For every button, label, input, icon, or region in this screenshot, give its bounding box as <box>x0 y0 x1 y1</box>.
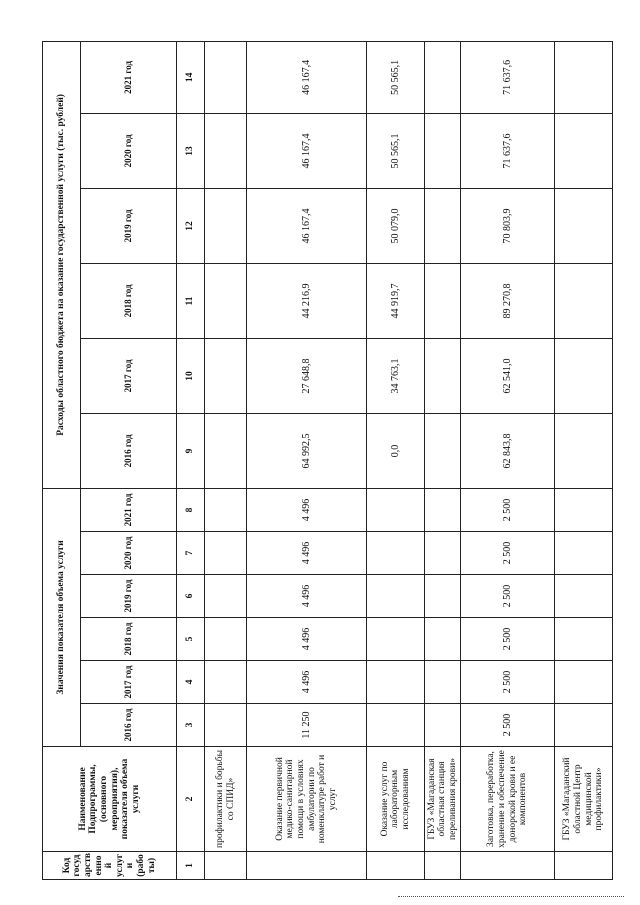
cost-value: 44 216,9 <box>247 263 367 338</box>
header-volume-year: 2020 год <box>81 532 177 575</box>
volume-value <box>555 575 613 618</box>
volume-value: 2 500 <box>461 575 555 618</box>
row-code <box>425 852 461 880</box>
header-cost-year: 2021 год <box>81 41 177 113</box>
volume-value <box>425 618 461 661</box>
column-number: 14 <box>177 41 205 113</box>
volume-value <box>425 704 461 747</box>
header-name: Наименование Подпрограммы, (основного мероприятия), показателя объема услуги <box>43 747 177 852</box>
cost-value: 64 992,5 <box>247 413 367 488</box>
row-code <box>367 852 425 880</box>
table-row <box>367 41 425 879</box>
column-number: 7 <box>177 532 205 575</box>
cost-value: 50 079,0 <box>367 188 425 263</box>
column-number: 4 <box>177 661 205 704</box>
cost-value <box>425 41 461 113</box>
header-volume-group: Значения показателя объема услуги <box>43 488 81 746</box>
cost-value: 71 637,6 <box>461 113 555 188</box>
row-name: Оказание услуг по лабораторным исследованиям <box>367 747 425 852</box>
cost-value <box>555 41 613 113</box>
cost-value: 46 167,4 <box>247 188 367 263</box>
row-code <box>555 852 613 880</box>
volume-value <box>425 661 461 704</box>
header-cost-group: Расходы областного бюджета на оказание государственной услуги (тыс. рублей) <box>43 41 81 488</box>
volume-value <box>555 532 613 575</box>
column-number: 10 <box>177 338 205 413</box>
cost-value: 62 843,8 <box>461 413 555 488</box>
row-name: Заготовка, переработка, хранение и обеспечение донорской крови и ее компонентов <box>461 747 555 852</box>
cost-value <box>205 338 247 413</box>
cost-value: 44 919,7 <box>367 263 425 338</box>
volume-value <box>555 661 613 704</box>
volume-value <box>425 575 461 618</box>
column-number: 1 <box>177 852 205 880</box>
volume-value <box>425 532 461 575</box>
column-number: 2 <box>177 747 205 852</box>
column-number: 6 <box>177 575 205 618</box>
cost-value <box>425 413 461 488</box>
cost-value: 62 541,0 <box>461 338 555 413</box>
table-row <box>461 41 555 879</box>
volume-value: 4 496 <box>247 661 367 704</box>
row-code <box>461 852 555 880</box>
row-name: ГБУЗ «Магаданская областная станция переливания крови» <box>425 747 461 852</box>
table-row <box>425 41 461 879</box>
row-name: ГБУЗ «Магаданский областной Центр медицинской профилактики» <box>555 747 613 852</box>
volume-value: 2 500 <box>461 532 555 575</box>
volume-value <box>367 618 425 661</box>
header-code: Код госуд арств енно й услуг и (рабо ты) <box>43 852 177 880</box>
volume-value: 2 500 <box>461 618 555 661</box>
volume-value <box>367 661 425 704</box>
cost-value <box>425 113 461 188</box>
volume-value <box>205 661 247 704</box>
table-row <box>205 41 247 879</box>
column-number-row <box>177 41 205 879</box>
volume-value: 11 250 <box>247 704 367 747</box>
volume-value <box>425 488 461 531</box>
cost-value <box>425 188 461 263</box>
column-number: 3 <box>177 704 205 747</box>
volume-value <box>205 532 247 575</box>
volume-value <box>367 575 425 618</box>
table-row <box>247 41 367 879</box>
header-cost-year: 2019 год <box>81 188 177 263</box>
volume-value: 2 500 <box>461 661 555 704</box>
cost-value: 89 270,8 <box>461 263 555 338</box>
column-number: 11 <box>177 263 205 338</box>
volume-value: 4 496 <box>247 575 367 618</box>
volume-value <box>367 488 425 531</box>
cost-value: 70 803,9 <box>461 188 555 263</box>
header-volume-year: 2021 год <box>81 488 177 531</box>
cost-value <box>555 338 613 413</box>
row-code <box>205 852 247 880</box>
rotated-table-wrapper <box>42 42 612 880</box>
cost-value <box>555 188 613 263</box>
volume-value <box>367 704 425 747</box>
service-expenditure-table <box>42 41 613 880</box>
cost-value <box>555 413 613 488</box>
cost-value <box>205 113 247 188</box>
header-volume-year: 2019 год <box>81 575 177 618</box>
volume-value <box>205 618 247 661</box>
table-row <box>555 41 613 879</box>
volume-value: 4 496 <box>247 532 367 575</box>
header-cost-year: 2020 год <box>81 113 177 188</box>
volume-value: 4 496 <box>247 488 367 531</box>
header-volume-year: 2017 год <box>81 661 177 704</box>
volume-value: 2 500 <box>461 488 555 531</box>
cost-value: 34 763,1 <box>367 338 425 413</box>
cost-value <box>555 113 613 188</box>
cost-value <box>425 263 461 338</box>
column-number: 8 <box>177 488 205 531</box>
volume-value <box>205 575 247 618</box>
volume-value <box>555 488 613 531</box>
cost-value: 27 648,8 <box>247 338 367 413</box>
volume-value: 4 496 <box>247 618 367 661</box>
row-name: Оказание первичной медико-санитарной помощи в условиях амбулатории по номенклатуре работ и услуг <box>247 747 367 852</box>
cost-value <box>555 263 613 338</box>
header-cost-year: 2017 год <box>81 338 177 413</box>
footer-dotted-line <box>398 896 624 897</box>
volume-value <box>367 532 425 575</box>
volume-value <box>205 488 247 531</box>
cost-value: 71 637,6 <box>461 41 555 113</box>
cost-value <box>205 41 247 113</box>
cost-value: 0,0 <box>367 413 425 488</box>
cost-value <box>205 413 247 488</box>
cost-value: 50 565,1 <box>367 41 425 113</box>
header-row-groups <box>43 41 81 879</box>
header-cost-year: 2016 год <box>81 413 177 488</box>
cost-value: 46 167,4 <box>247 113 367 188</box>
row-code <box>247 852 367 880</box>
header-cost-year: 2018 год <box>81 263 177 338</box>
volume-value <box>555 704 613 747</box>
cost-value: 50 565,1 <box>367 113 425 188</box>
cost-value <box>425 338 461 413</box>
column-number: 5 <box>177 618 205 661</box>
column-number: 13 <box>177 113 205 188</box>
volume-value <box>205 704 247 747</box>
row-name: профилактики и борьбы со СПИД» <box>205 747 247 852</box>
column-number: 9 <box>177 413 205 488</box>
volume-value: 2 500 <box>461 704 555 747</box>
column-number: 12 <box>177 188 205 263</box>
header-volume-year: 2018 год <box>81 618 177 661</box>
cost-value: 46 167,4 <box>247 41 367 113</box>
header-volume-year: 2016 год <box>81 704 177 747</box>
cost-value <box>205 188 247 263</box>
volume-value <box>555 618 613 661</box>
cost-value <box>205 263 247 338</box>
